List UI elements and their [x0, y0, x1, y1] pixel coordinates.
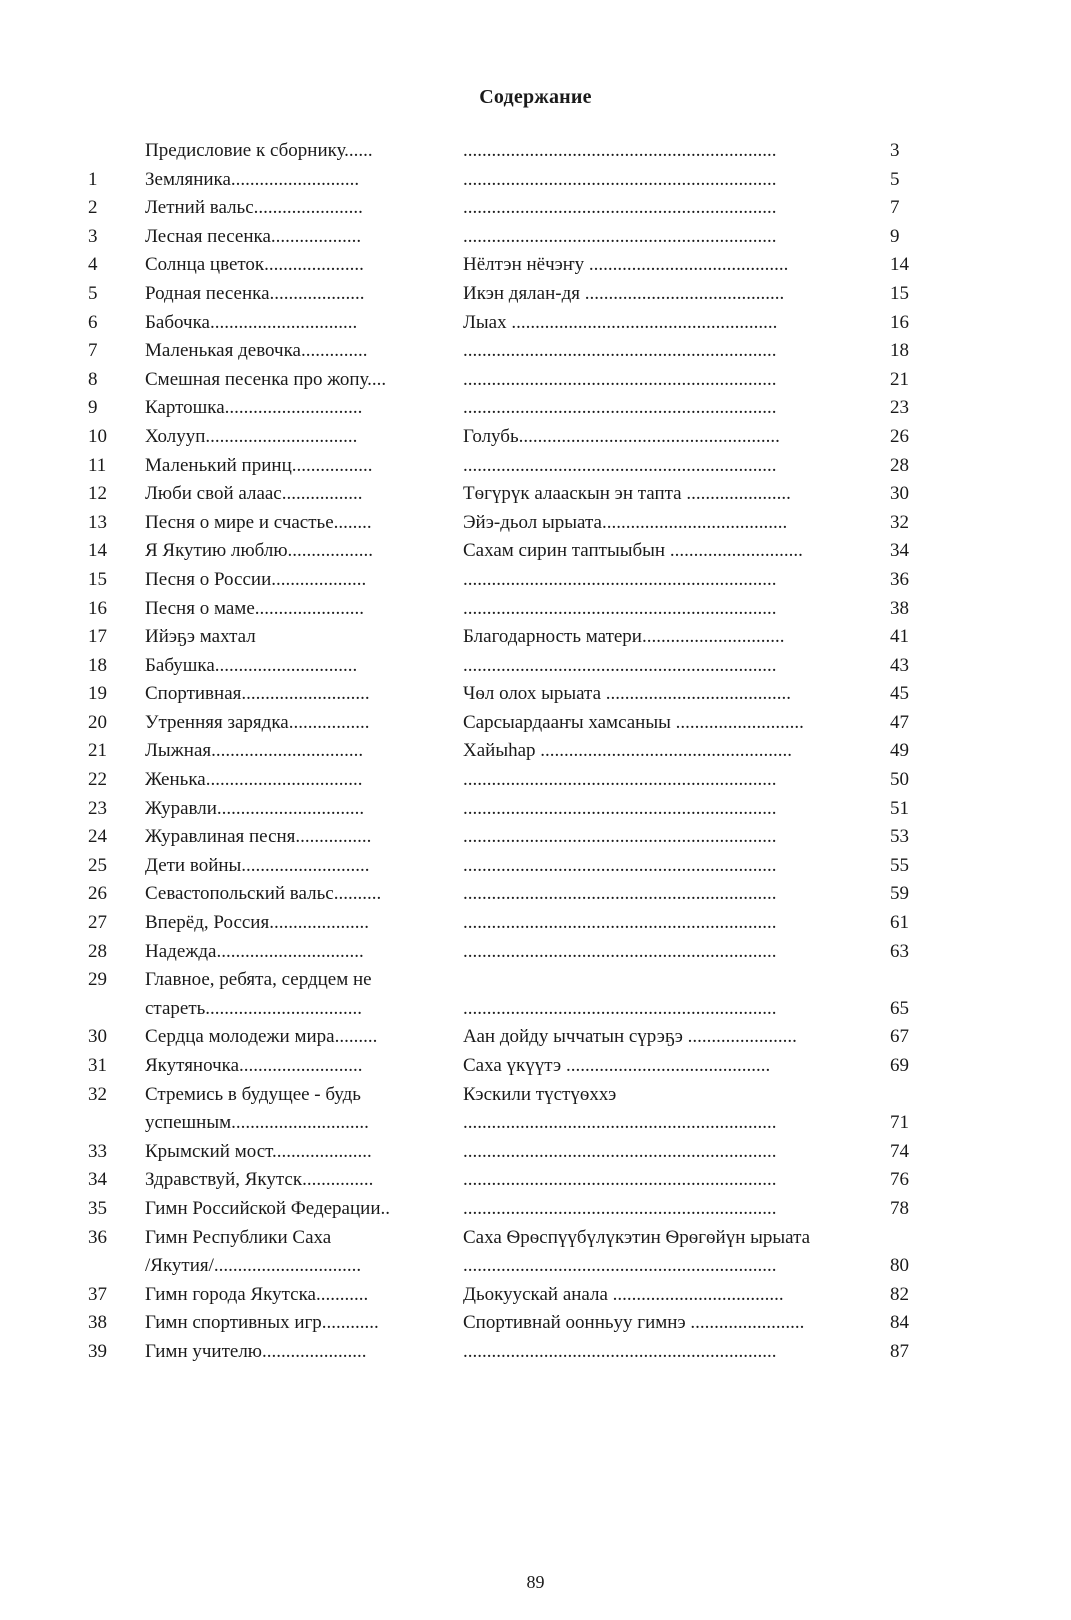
entry-number: 23 — [88, 797, 107, 819]
entry-title-sakha: Сарсыардааҥы хамсаныы ........................... — [463, 711, 804, 733]
toc-entry — [80, 166, 960, 195]
entry-number: 26 — [88, 883, 107, 905]
entry-title-sakha: Нёлтэн нёчэҥу .......................................... — [463, 254, 789, 276]
toc-entry — [80, 423, 960, 452]
entry-page: 47 — [890, 711, 909, 733]
entry-title-sakha: .................................................................. — [463, 797, 777, 819]
entry-page: 74 — [890, 1140, 909, 1162]
entry-number — [80, 137, 145, 166]
entry-page: 59 — [890, 883, 909, 905]
entry-title-russian: Сердца молодежи мира......... — [145, 1026, 378, 1048]
entry-number: 35 — [88, 1197, 107, 1219]
toc-entry — [80, 537, 960, 566]
entry-title-russian: Солнца цветок..................... — [145, 254, 364, 276]
entry-page: 67 — [890, 1026, 909, 1048]
entry-title-russian: Женька................................. — [145, 769, 363, 791]
toc-entry — [80, 737, 960, 766]
entry-number: 17 — [88, 626, 107, 648]
entry-title-sakha: .................................................................. — [463, 597, 777, 619]
entry-title-russian: Предисловие к сборнику...... — [145, 140, 373, 161]
entry-number: 9 — [88, 397, 98, 419]
toc-entry — [80, 1281, 960, 1310]
entry-title-sakha: Лыах ........................................................ — [463, 311, 778, 333]
toc-entry — [80, 394, 960, 423]
entry-number: 7 — [88, 340, 98, 362]
toc-entry — [80, 337, 960, 366]
entry-title-russian: Журавлиная песня................ — [145, 826, 372, 848]
toc-entry — [80, 595, 960, 624]
entry-page: 55 — [890, 854, 909, 876]
entry-title-sakha: .................................................................. — [463, 397, 777, 419]
entry-number: 20 — [88, 711, 107, 733]
entry-page: 53 — [890, 826, 909, 848]
entry-page: 82 — [890, 1283, 909, 1305]
entry-number: 3 — [88, 225, 98, 247]
toc-entry — [80, 652, 960, 681]
entry-title-russian: Песня о маме....................... — [145, 597, 365, 619]
entry-title-sakha: .................................................................. — [463, 997, 777, 1019]
entry-title-russian: успешным............................. — [145, 1112, 369, 1134]
entry-page: 3 — [890, 140, 900, 161]
entry-number: 30 — [88, 1026, 107, 1048]
entry-number: 32 — [88, 1083, 107, 1105]
toc-entry — [80, 280, 960, 309]
entry-title-sakha: Хайыһар ..................................................... — [463, 740, 793, 762]
entry-title-russian: Журавли............................... — [145, 797, 365, 819]
entry-page: 9 — [890, 225, 900, 247]
entry-title-sakha: .................................................................. — [463, 568, 777, 590]
toc-entry — [80, 1309, 960, 1338]
toc-entry — [80, 480, 960, 509]
entry-title-sakha: .................................................................. — [463, 225, 777, 247]
entry-title-russian: Надежда............................... — [145, 940, 364, 962]
entry-title-russian: Гимн Российской Федерации.. — [145, 1197, 390, 1219]
toc-entry — [80, 1023, 960, 1052]
entry-title-russian: /Якутия/............................... — [145, 1255, 362, 1277]
toc-entry — [80, 509, 960, 538]
toc-entry — [80, 880, 960, 909]
toc-entry — [80, 452, 960, 481]
entry-title-sakha: Кэскили түстүѳххэ — [463, 1083, 617, 1105]
entry-title-russian: Смешная песенка про жопу.... — [145, 368, 387, 390]
toc-entry — [80, 1138, 960, 1167]
entry-title-sakha: .................................................................. — [463, 1112, 777, 1134]
entry-title-russian: Гимн учителю...................... — [145, 1340, 367, 1362]
entry-page: 80 — [890, 1255, 909, 1277]
entry-page: 21 — [890, 368, 909, 390]
entry-number: 16 — [88, 597, 107, 619]
entry-number: 18 — [88, 654, 107, 676]
toc-entry — [80, 766, 960, 795]
entry-title-russian: Стремись в будущее - будь — [145, 1083, 361, 1105]
entry-page: 71 — [890, 1112, 909, 1134]
entry-page: 50 — [890, 769, 909, 791]
entry-title-sakha: .................................................................. — [463, 1255, 777, 1277]
toc-entry — [80, 680, 960, 709]
toc-entry — [80, 966, 960, 995]
page-title: Содержание — [479, 86, 592, 108]
toc-entry — [80, 909, 960, 938]
entry-number: 24 — [88, 826, 107, 848]
toc-entry — [80, 251, 960, 280]
entry-title-sakha: .................................................................. — [463, 340, 777, 362]
entry-title-russian: Песня о мире и счастье........ — [145, 511, 372, 533]
entry-title-russian: Гимн спортивных игр............ — [145, 1312, 379, 1334]
toc-entry — [80, 852, 960, 881]
entry-number: 14 — [88, 540, 107, 562]
entry-number: 8 — [88, 368, 98, 390]
entry-page: 5 — [890, 168, 900, 190]
entry-page: 7 — [890, 197, 900, 219]
entry-page: 43 — [890, 654, 909, 676]
entry-page: 30 — [890, 483, 909, 505]
entry-page: 16 — [890, 311, 909, 333]
entry-title-russian: Я Якутию люблю.................. — [145, 540, 374, 562]
page-number: 89 — [526, 1572, 545, 1592]
entry-title-russian: Главное, ребята, сердцем не — [145, 969, 372, 991]
entry-number: 22 — [88, 769, 107, 791]
entry-number: 34 — [88, 1169, 107, 1191]
toc-entry — [80, 1338, 960, 1367]
entry-title-sakha: .................................................................. — [463, 368, 777, 390]
entry-title-russian: Люби свой алаас................. — [145, 483, 363, 505]
entry-title-sakha: Голубь....................................................... — [463, 425, 780, 447]
entry-title-russian: Родная песенка.................... — [145, 282, 365, 304]
entry-page: 28 — [890, 454, 909, 476]
entry-number: 1 — [88, 168, 98, 190]
entry-title-sakha: Эйэ-дьол ырыата....................................... — [463, 511, 788, 533]
entry-title-sakha: Сахам сирин таптыыбын ............................ — [463, 540, 803, 562]
entry-title-sakha: .................................................................. — [463, 1197, 777, 1219]
entry-title-sakha: .................................................................. — [463, 883, 777, 905]
entry-title-russian: Лыжная................................ — [145, 740, 364, 762]
entry-title-russian: Маленький принц................. — [145, 454, 373, 476]
entry-page: 69 — [890, 1055, 909, 1076]
entry-title-russian: Бабушка.............................. — [145, 654, 358, 676]
entry-title-russian: стареть................................. — [145, 997, 363, 1019]
entry-page: 63 — [890, 940, 909, 962]
entry-page: 87 — [890, 1340, 909, 1362]
entry-title-sakha: .................................................................. — [463, 654, 777, 676]
entry-number: 38 — [88, 1312, 107, 1334]
entry-title-russian: Ийэҕэ махтал — [145, 626, 256, 648]
entry-page: 49 — [890, 740, 909, 762]
entry-title-russian: Здравствуй, Якутск............... — [145, 1169, 374, 1191]
entry-title-sakha: .................................................................. — [463, 140, 777, 161]
entry-title-russian: Бабочка............................... — [145, 311, 358, 333]
toc-entry — [80, 1252, 960, 1281]
toc-entry — [80, 1224, 960, 1253]
entry-title-russian: Гимн Республики Саха — [145, 1226, 332, 1248]
entry-title-sakha: .................................................................. — [463, 912, 777, 934]
toc-entry — [80, 795, 960, 824]
entry-title-sakha: Спортивнай оонньуу гимнэ ........................ — [463, 1312, 805, 1334]
toc-entry — [80, 995, 960, 1024]
entry-number: 27 — [88, 912, 107, 934]
entry-page: 65 — [890, 997, 909, 1019]
entry-title-sakha: .................................................................. — [463, 1140, 777, 1162]
entry-page: 45 — [890, 683, 909, 705]
entry-title-russian: Песня о России.................... — [145, 568, 367, 590]
entry-page: 14 — [890, 254, 909, 276]
entry-title-russian: Гимн города Якутска........... — [145, 1283, 369, 1305]
toc-entry — [80, 223, 960, 252]
entry-page: 36 — [890, 568, 909, 590]
entry-number: 19 — [88, 683, 107, 705]
entry-title-russian: Спортивная........................... — [145, 683, 370, 705]
entry-title-sakha: Икэн дялан-дя .......................................... — [463, 282, 785, 304]
entry-title-sakha: Тѳгүрүк алааскын эн тапта ...................... — [463, 483, 791, 505]
entry-page: 41 — [890, 626, 909, 648]
entry-title-sakha — [463, 966, 890, 995]
table-of-contents — [80, 137, 960, 1367]
toc-entry — [80, 1052, 960, 1081]
entry-title-russian: Лесная песенка................... — [145, 225, 362, 247]
entry-title-russian: Летний вальс....................... — [145, 197, 363, 219]
entry-title-russian: Утренняя зарядка................. — [145, 711, 370, 733]
toc-entry — [80, 709, 960, 738]
entry-page: 34 — [890, 540, 909, 562]
entry-title-sakha: Благодарность матери.............................. — [463, 626, 785, 648]
entry-title-sakha: Саха үкүүтэ ........................................... — [463, 1055, 771, 1076]
entry-number: 15 — [88, 568, 107, 590]
entry-number: 10 — [88, 425, 107, 447]
entry-number: 31 — [88, 1055, 107, 1076]
entry-number: 12 — [88, 483, 107, 505]
entry-title-sakha: .................................................................. — [463, 1169, 777, 1191]
entry-title-russian: Якутяночка.......................... — [145, 1055, 363, 1076]
entry-number: 2 — [88, 197, 98, 219]
entry-number: 11 — [88, 454, 107, 476]
entry-title-sakha: .................................................................. — [463, 854, 777, 876]
entry-title-russian: Маленькая девочка.............. — [145, 340, 368, 362]
entry-number: 4 — [88, 254, 98, 276]
entry-title-sakha: Аан дойду ыччатын сүрэҕэ ....................... — [463, 1026, 797, 1048]
entry-title-russian: Картошка............................. — [145, 397, 363, 419]
toc-entry — [80, 1195, 960, 1224]
entry-page: 23 — [890, 397, 909, 419]
entry-number: 37 — [88, 1283, 107, 1305]
toc-entry — [80, 137, 960, 166]
toc-entry — [80, 1081, 960, 1110]
entry-title-russian: Дети войны........................... — [145, 854, 370, 876]
entry-number: 33 — [88, 1140, 107, 1162]
entry-page: 26 — [890, 425, 909, 447]
toc-entry — [80, 623, 960, 652]
entry-title-sakha: .................................................................. — [463, 1340, 777, 1362]
toc-entry — [80, 309, 960, 338]
entry-number: 29 — [88, 969, 107, 991]
entry-title-sakha: .................................................................. — [463, 168, 777, 190]
entry-number: 6 — [88, 311, 98, 333]
entry-page: 32 — [890, 511, 909, 533]
entry-title-russian: Земляника........................... — [145, 168, 360, 190]
entry-title-sakha: Дьокуускай анала .................................... — [463, 1283, 784, 1305]
entry-page: 15 — [890, 282, 909, 304]
entry-title-sakha: .................................................................. — [463, 454, 777, 476]
entry-title-russian: Вперёд, Россия..................... — [145, 912, 369, 934]
entry-page: 51 — [890, 797, 909, 819]
toc-entry — [80, 566, 960, 595]
toc-entry — [80, 366, 960, 395]
entry-number: 5 — [88, 282, 98, 304]
entry-title-sakha: .................................................................. — [463, 769, 777, 791]
entry-title-sakha: .................................................................. — [463, 826, 777, 848]
toc-entry — [80, 823, 960, 852]
entry-title-sakha: Саха Ѳрѳспүүбүлүкэтин Ѳрѳгѳйүн ырыата — [463, 1226, 811, 1248]
entry-page: 61 — [890, 912, 909, 934]
toc-entry — [80, 938, 960, 967]
entry-title-russian: Севастопольский вальс.......... — [145, 883, 382, 905]
entry-page: 18 — [890, 340, 909, 362]
entry-page: 76 — [890, 1169, 909, 1191]
entry-number: 39 — [88, 1340, 107, 1362]
entry-number: 28 — [88, 940, 107, 962]
entry-title-sakha: Чѳл олох ырыата ....................................... — [463, 683, 792, 705]
entry-title-russian: Холууп................................ — [145, 425, 358, 447]
entry-number — [80, 1252, 145, 1281]
entry-title-sakha: .................................................................. — [463, 197, 777, 219]
entry-title-russian: Крымский мост..................... — [145, 1140, 372, 1162]
toc-entry — [80, 194, 960, 223]
entry-page: 78 — [890, 1197, 909, 1219]
entry-page: 38 — [890, 597, 909, 619]
entry-number: 21 — [88, 740, 107, 762]
toc-entry — [80, 1166, 960, 1195]
entry-number: 36 — [88, 1226, 107, 1248]
toc-entry — [80, 1109, 960, 1138]
entry-page: 84 — [890, 1312, 909, 1334]
entry-number — [80, 1109, 145, 1138]
entry-number: 25 — [88, 854, 107, 876]
entry-number — [80, 995, 145, 1024]
entry-number: 13 — [88, 511, 107, 533]
entry-title-sakha: .................................................................. — [463, 940, 777, 962]
